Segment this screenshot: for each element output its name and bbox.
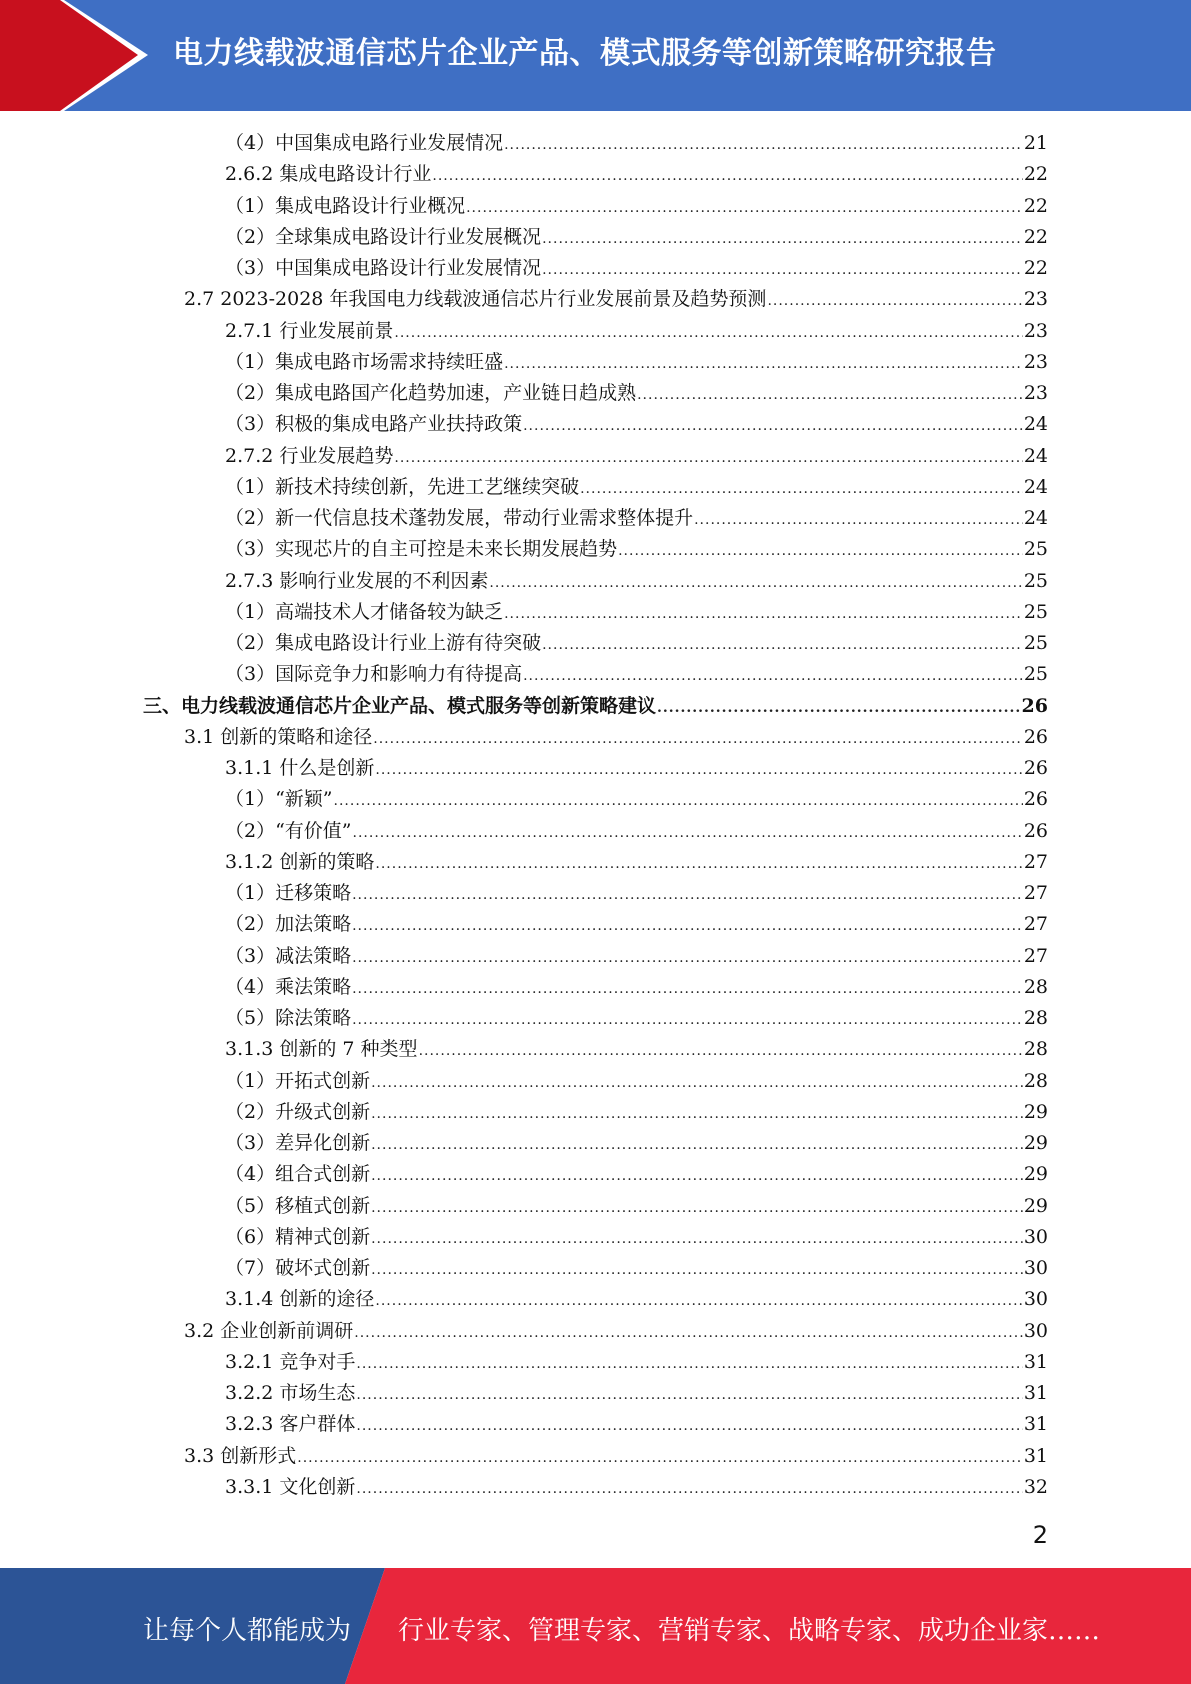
toc-entry-page: 22 (1023, 163, 1048, 186)
toc-leader-dots (371, 1066, 1023, 1097)
toc-leader-dots (432, 159, 1022, 190)
toc-entry-label: 3.2.3 客户群体 (225, 1413, 356, 1436)
toc-leader-dots (523, 659, 1023, 690)
toc-entry-label: 3.1.1 什么是创新 (225, 757, 375, 779)
toc-entry-label: （2）新一代信息技术蓬勃发展，带动行业需求整体提升 (225, 507, 694, 529)
toc-entry-label: （6）精神式创新 (225, 1225, 371, 1248)
toc-entry-label: （4）中国集成电路行业发展情况 (225, 132, 504, 154)
toc-entry-page: 24 (1023, 444, 1048, 467)
toc-entry[interactable] (225, 1253, 1048, 1284)
toc-entry-page: 23 (1023, 319, 1048, 342)
toc-leader-dots (352, 941, 1023, 972)
page-header (0, 0, 1191, 111)
toc-entry[interactable] (184, 284, 1048, 315)
toc-entry-label: （5）除法策略 (225, 1007, 352, 1029)
footer-slogan-left: 让每个人都能成为 (143, 1616, 352, 1646)
toc-entry-label: （1）集成电路市场需求持续旺盛 (225, 350, 504, 373)
toc-entry-label: （1）高端技术人才储备较为缺乏 (225, 600, 504, 623)
toc-leader-dots (354, 1316, 1023, 1347)
toc-entry-label: 三、电力线载波通信芯片企业产品、模式服务等创新策略建议 (143, 694, 657, 717)
toc-leader-dots (618, 534, 1023, 565)
toc-entry[interactable] (225, 347, 1048, 378)
toc-entry-page: 22 (1023, 194, 1048, 217)
toc-leader-dots (375, 847, 1022, 878)
toc-entry-page: 29 (1023, 1132, 1048, 1154)
toc-leader-dots (371, 1253, 1023, 1284)
toc-entry-label: （2）集成电路设计行业上游有待突破 (225, 632, 542, 654)
toc-leader-dots (356, 1472, 1022, 1503)
toc-entry-page: 28 (1023, 1007, 1048, 1029)
toc-entry[interactable] (225, 128, 1048, 159)
toc-leader-dots (657, 691, 1021, 722)
toc-entry-page: 23 (1023, 382, 1048, 404)
toc-leader-dots (356, 1378, 1022, 1409)
toc-entry-page: 29 (1023, 1163, 1048, 1186)
toc-entry-label: （4）组合式创新 (225, 1163, 371, 1186)
toc-entry-page: 31 (1023, 1350, 1048, 1373)
toc-leader-dots (504, 128, 1023, 159)
toc-entry-label: （7）破坏式创新 (225, 1257, 371, 1279)
toc-entry[interactable] (225, 1472, 1048, 1503)
toc-entry-page: 26 (1021, 694, 1048, 717)
toc-entry-label: （2）“有价值” (225, 819, 352, 842)
toc-entry-label: （2）集成电路国产化趋势加速，产业链日趋成熟 (225, 382, 637, 404)
toc-entry-label: （2）加法策略 (225, 913, 352, 936)
toc-entry-label: （1）开拓式创新 (225, 1069, 371, 1092)
toc-entry-page: 30 (1023, 1288, 1048, 1311)
toc-leader-dots (352, 1003, 1023, 1034)
toc-entry-label: （3）减法策略 (225, 944, 352, 967)
toc-entry-page: 31 (1023, 1413, 1048, 1436)
toc-entry-label: （5）移植式创新 (225, 1194, 371, 1217)
toc-entry-label: （2）全球集成电路设计行业发展概况 (225, 225, 542, 248)
toc-entry-label: 3.1.2 创新的策略 (225, 850, 375, 873)
toc-entry-page: 28 (1023, 1069, 1048, 1092)
toc-leader-dots (371, 1159, 1023, 1190)
toc-entry[interactable] (225, 1409, 1048, 1440)
toc-leader-dots (371, 1191, 1023, 1222)
toc-entry[interactable] (225, 1347, 1048, 1378)
toc-entry-label: 2.7.2 行业发展趋势 (225, 444, 394, 467)
toc-entry[interactable] (225, 659, 1048, 690)
page-number: 2 (1032, 1521, 1048, 1549)
toc-entry-label: 3.1 创新的策略和途径 (184, 725, 373, 748)
toc-leader-dots (466, 191, 1023, 222)
toc-leader-dots (419, 1034, 1023, 1065)
toc-entry-page: 22 (1023, 225, 1048, 248)
toc-entry[interactable] (225, 628, 1048, 659)
toc-entry-page: 26 (1023, 819, 1048, 842)
toc-entry-page: 24 (1023, 507, 1048, 529)
toc-entry-page: 27 (1023, 882, 1048, 904)
toc-entry[interactable] (184, 722, 1048, 753)
toc-entry[interactable] (225, 1066, 1048, 1097)
toc-entry-label: （4）乘法策略 (225, 975, 352, 998)
toc-leader-dots (504, 347, 1023, 378)
toc-entry-label: （2）升级式创新 (225, 1100, 371, 1123)
toc-entry-label: 2.7.3 影响行业发展的不利因素 (225, 569, 489, 592)
toc-entry-page: 24 (1023, 475, 1048, 498)
toc-entry-page: 21 (1023, 132, 1048, 154)
toc-entry[interactable] (225, 566, 1048, 597)
toc-entry[interactable] (225, 1378, 1048, 1409)
toc-entry-label: 3.2 企业创新前调研 (184, 1319, 354, 1342)
toc-entry[interactable] (225, 472, 1048, 503)
toc-entry[interactable] (225, 597, 1048, 628)
toc-entry[interactable] (225, 878, 1048, 909)
toc-leader-dots (371, 1128, 1023, 1159)
toc-entry-page: 30 (1023, 1319, 1048, 1342)
toc-entry[interactable] (225, 784, 1048, 815)
toc-entry-page: 30 (1023, 1257, 1048, 1279)
toc-entry-page: 27 (1023, 944, 1048, 967)
toc-leader-dots (504, 597, 1023, 628)
toc-entry-label: 3.1.3 创新的 7 种类型 (225, 1038, 418, 1061)
toc-entry-page: 30 (1023, 1225, 1048, 1248)
toc-leader-dots (375, 1284, 1022, 1315)
toc-leader-dots (637, 378, 1023, 409)
toc-entry-page: 23 (1023, 350, 1048, 373)
toc-leader-dots (542, 253, 1023, 284)
toc-entry[interactable] (225, 191, 1048, 222)
toc-leader-dots (767, 284, 1022, 315)
toc-entry[interactable] (225, 1191, 1048, 1222)
toc-entry[interactable] (225, 1159, 1048, 1190)
toc-leader-dots (297, 1441, 1023, 1472)
toc-leader-dots (356, 1347, 1022, 1378)
toc-entry-label: 3.2.2 市场生态 (225, 1382, 356, 1404)
toc-leader-dots (394, 316, 1022, 347)
toc-leader-dots (694, 503, 1023, 534)
page-footer (0, 1568, 1191, 1684)
toc-entry[interactable] (225, 941, 1048, 972)
toc-entry[interactable] (225, 816, 1048, 847)
toc-entry-label: （3）中国集成电路设计行业发展情况 (225, 257, 542, 279)
toc-leader-dots (489, 566, 1022, 597)
toc-entry-page: 26 (1023, 725, 1048, 748)
toc-entry-label: 2.7.1 行业发展前景 (225, 319, 394, 342)
toc-entry-label: 2.6.2 集成电路设计行业 (225, 163, 432, 186)
toc-entry-label: （1）迁移策略 (225, 882, 352, 904)
toc-leader-dots (580, 472, 1023, 503)
toc-leader-dots (352, 972, 1023, 1003)
toc-entry[interactable] (225, 1034, 1048, 1065)
header-arrow-graphic (0, 0, 160, 111)
toc-entry-page: 25 (1023, 663, 1048, 686)
toc-entry[interactable] (225, 441, 1048, 472)
toc-leader-dots (542, 222, 1023, 253)
document-title: 电力线载波通信芯片企业产品、模式服务等创新策略研究报告 (173, 36, 997, 71)
toc-entry-page: 23 (1023, 288, 1048, 311)
toc-entry[interactable] (184, 1316, 1048, 1347)
toc-leader-dots (394, 441, 1022, 472)
toc-entry-page: 28 (1023, 1038, 1048, 1061)
toc-entry[interactable] (225, 909, 1048, 940)
toc-leader-dots (356, 1409, 1022, 1440)
toc-entry[interactable] (225, 847, 1048, 878)
toc-entry[interactable] (184, 1441, 1048, 1472)
toc-leader-dots (353, 816, 1023, 847)
toc-entry-page: 27 (1023, 850, 1048, 873)
toc-entry-page: 24 (1023, 413, 1048, 436)
toc-leader-dots (371, 1222, 1023, 1253)
toc-entry[interactable] (225, 503, 1048, 534)
toc-leader-dots (352, 878, 1023, 909)
toc-entry[interactable] (225, 1222, 1048, 1253)
toc-entry-page: 28 (1023, 975, 1048, 998)
toc-leader-dots (523, 409, 1023, 440)
toc-leader-dots (352, 909, 1023, 940)
toc-entry-label: 3.1.4 创新的途径 (225, 1288, 375, 1311)
toc-entry-page: 25 (1023, 600, 1048, 623)
toc-entry[interactable] (225, 534, 1048, 565)
toc-entry-page: 26 (1023, 757, 1048, 779)
toc-entry-label: （3）差异化创新 (225, 1132, 371, 1154)
toc-entry-label: （3）积极的集成电路产业扶持政策 (225, 413, 523, 436)
toc-entry[interactable] (143, 691, 1048, 722)
toc-entry[interactable] (225, 378, 1048, 409)
toc-leader-dots (371, 1097, 1023, 1128)
toc-entry-label: 3.2.1 竞争对手 (225, 1350, 356, 1373)
toc-entry-page: 29 (1023, 1100, 1048, 1123)
toc-entry-page: 25 (1023, 632, 1048, 654)
toc-leader-dots (334, 784, 1023, 815)
toc-leader-dots (373, 722, 1023, 753)
toc-entry-label: （3）国际竞争力和影响力有待提高 (225, 663, 523, 686)
footer-slogan-right: 行业专家、管理专家、营销专家、战略专家、成功企业家…… (398, 1616, 1101, 1646)
toc-entry-label: （1）集成电路设计行业概况 (225, 194, 466, 217)
toc-entry-page: 27 (1023, 913, 1048, 936)
toc-entry-page: 31 (1023, 1382, 1048, 1404)
toc-entry-page: 31 (1023, 1444, 1048, 1467)
toc-entry[interactable] (225, 1128, 1048, 1159)
toc-leader-dots (375, 753, 1022, 784)
toc-entry-label: （3）实现芯片的自主可控是未来长期发展趋势 (225, 538, 618, 561)
toc-entry-page: 26 (1023, 788, 1048, 811)
toc-entry-label: 3.3.1 文化创新 (225, 1475, 356, 1498)
toc-entry-label: 3.3 创新形式 (184, 1444, 297, 1467)
toc-entry-page: 32 (1023, 1475, 1048, 1498)
toc-entry[interactable] (225, 1097, 1048, 1128)
toc-entry[interactable] (225, 972, 1048, 1003)
toc-entry-label: （1）新技术持续创新，先进工艺继续突破 (225, 475, 580, 498)
toc-entry[interactable] (225, 1284, 1048, 1315)
toc-entry[interactable] (225, 409, 1048, 440)
toc-entry-page: 25 (1023, 538, 1048, 561)
toc-entry[interactable] (225, 316, 1048, 347)
toc-entry-page: 25 (1023, 569, 1048, 592)
toc-entry-label: （1）“新颖” (225, 788, 333, 811)
toc-entry[interactable] (225, 222, 1048, 253)
toc-entry-label: 2.7 2023-2028 年我国电力线载波通信芯片行业发展前景及趋势预测 (184, 288, 767, 311)
toc-entry-page: 29 (1023, 1194, 1048, 1217)
toc-entry[interactable] (225, 159, 1048, 190)
toc-entry[interactable] (225, 253, 1048, 284)
toc-entry-page: 22 (1023, 257, 1048, 279)
toc-entry[interactable] (225, 1003, 1048, 1034)
toc-leader-dots (542, 628, 1023, 659)
toc-entry[interactable] (225, 753, 1048, 784)
